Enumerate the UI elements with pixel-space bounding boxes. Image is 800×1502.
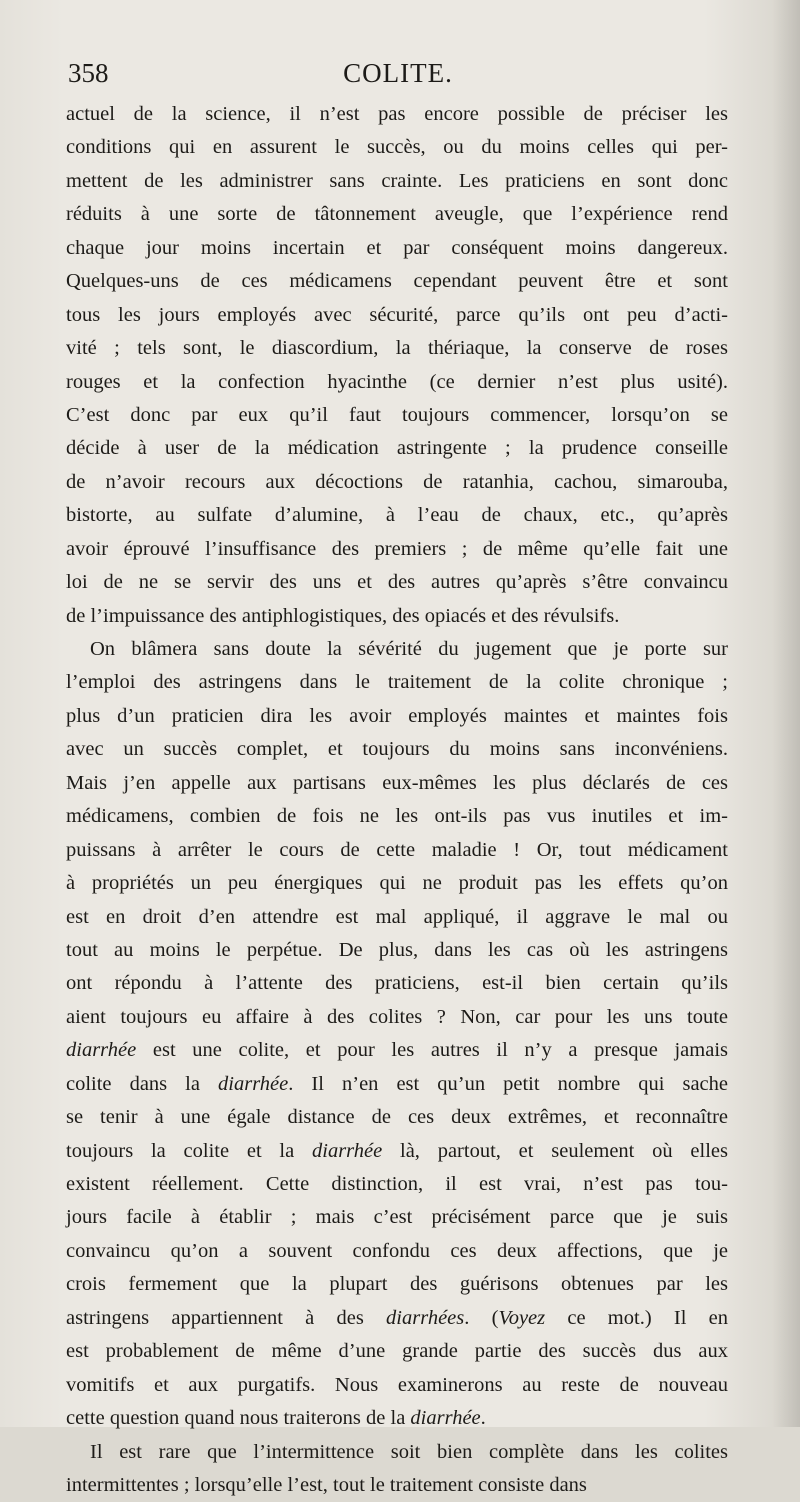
text-segment: de l’impuissance des antiphlogistiques, des opiacés et des révulsifs. — [66, 604, 620, 627]
text-segment: . Il n’en est qu’un petit nombre qui sache — [288, 1072, 729, 1095]
text-line — [66, 1335, 728, 1368]
text-segment: astringens appartiennent à des — [66, 1306, 387, 1329]
text-line — [66, 1436, 728, 1469]
text-line — [66, 432, 728, 465]
text-segment: là, partout, et seulement où elles — [382, 1139, 728, 1162]
text-segment: est probablement de même d’une grande partie des succès dus aux — [66, 1340, 728, 1363]
text-line — [66, 600, 728, 633]
text-segment: est une colite, et pour les autres il n’y a presque jamais — [136, 1039, 728, 1062]
italic-word: diarrhée — [410, 1407, 481, 1430]
text-segment: médicamens, combien de fois ne les ont-ils pas vus inutiles et im- — [66, 805, 728, 828]
text-line — [66, 265, 728, 298]
text-segment: décide à user de la médication astringente ; la prudence conseille — [66, 437, 728, 460]
text-segment: chaque jour moins incertain et par conséquent moins dangereux. — [66, 236, 728, 259]
text-segment: convaincu qu’on a souvent confondu ces deux affections, que je — [66, 1239, 728, 1262]
text-segment: ont répondu à l’attente des praticiens, est-il bien certain qu’ils — [66, 972, 728, 995]
text-line — [66, 98, 728, 131]
text-line — [66, 666, 728, 699]
text-line — [66, 366, 728, 399]
text-line — [66, 198, 728, 231]
text-line — [66, 1168, 728, 1201]
text-segment: bistorte, au sulfate d’alumine, à l’eau de chaux, etc., qu’après — [66, 504, 728, 527]
text-segment: cette question quand nous traiterons de la — [66, 1407, 411, 1430]
text-segment: Mais j’en appelle aux partisans eux-mêmes les plus déclarés de ces — [66, 771, 728, 794]
text-segment: vité ; tels sont, le diascordium, la thériaque, la conserve de roses — [66, 337, 728, 360]
italic-word: diarrhée — [312, 1139, 383, 1162]
text-line — [66, 332, 728, 365]
text-segment: toujours la colite et la — [66, 1139, 312, 1162]
text-line — [66, 700, 728, 733]
page-number: 358 — [68, 58, 109, 88]
text-line — [66, 1235, 728, 1268]
italic-word: diarrhée — [66, 1039, 137, 1062]
text-line — [66, 733, 728, 766]
text-line — [66, 834, 728, 867]
text-line — [66, 499, 728, 532]
text-line — [66, 1001, 728, 1034]
page-header — [68, 58, 728, 98]
text-line — [66, 1302, 728, 1335]
text-line — [66, 934, 728, 967]
italic-word: Voyez — [498, 1306, 546, 1329]
body-text — [66, 98, 728, 1502]
text-line — [66, 1068, 728, 1101]
text-line — [66, 867, 728, 900]
text-line — [66, 1369, 728, 1402]
text-segment: puissans à arrêter le cours de cette maladie ! Or, tout médicament — [66, 838, 728, 861]
text-line — [66, 1402, 728, 1435]
page-edge-shadow — [772, 0, 800, 1427]
text-segment: loi de ne se servir des uns et des autres qu’après s’être convaincu — [66, 571, 728, 594]
italic-word: diarrhées — [386, 1306, 465, 1329]
text-line — [66, 1201, 728, 1234]
text-segment: vomitifs et aux purgatifs. Nous examinerons au reste de nouveau — [66, 1373, 728, 1396]
text-segment: jours facile à établir ; mais c’est précisément parce que je suis — [66, 1206, 728, 1229]
text-line — [66, 1469, 728, 1502]
text-segment: de n’avoir recours aux décoctions de ratanhia, cachou, simarouba, — [66, 470, 728, 493]
running-head: COLITE. — [343, 58, 453, 88]
text-segment: l’emploi des astringens dans le traitement de la colite chronique ; — [66, 671, 728, 694]
text-segment: avec un succès complet, et toujours du moins sans inconvéniens. — [66, 738, 728, 761]
text-line — [66, 299, 728, 332]
text-segment: actuel de la science, il n’est pas encore possible de préciser les — [66, 103, 728, 125]
text-line — [66, 1135, 728, 1168]
text-segment: existent réellement. Cette distinction, il est vrai, n’est pas tou- — [66, 1173, 728, 1195]
text-line — [66, 633, 728, 666]
text-line — [66, 399, 728, 432]
text-segment: est en droit d’en attendre est mal appliqué, il aggrave le mal ou — [66, 905, 728, 928]
text-segment: . — [480, 1407, 486, 1430]
text-segment: rouges et la confection hyacinthe (ce dernier n’est plus usité). — [66, 370, 728, 393]
text-segment: avoir éprouvé l’insuffisance des premiers ; de même qu’elle fait une — [66, 537, 728, 560]
text-segment: mettent de les administrer sans crainte. Les praticiens en sont donc — [66, 169, 728, 192]
text-segment: crois fermement que la plupart des guérisons obtenues par les — [66, 1273, 728, 1296]
text-line — [66, 466, 728, 499]
text-segment: tout au moins le perpétue. De plus, dans les cas où les astringens — [66, 938, 728, 961]
text-segment: tous les jours employés avec sécurité, parce qu’ils ont peu d’acti- — [66, 303, 728, 326]
text-segment: Quelques-uns de ces médicamens cependant peuvent être et sont — [66, 270, 728, 293]
text-line — [66, 967, 728, 1000]
text-line — [66, 566, 728, 599]
text-line — [66, 800, 728, 833]
text-segment: aient toujours eu affaire à des colites ? Non, car pour les uns toute — [66, 1005, 728, 1028]
text-segment: se tenir à une égale distance de ces deux extrêmes, et reconnaître — [66, 1106, 728, 1129]
text-segment: à propriétés un peu énergiques qui ne produit pas les effets qu’on — [66, 872, 728, 895]
text-segment: Il est rare que l’intermittence soit bien complète dans les colites — [90, 1440, 728, 1463]
text-line — [66, 1268, 728, 1301]
text-line — [66, 1101, 728, 1134]
text-line — [66, 1034, 728, 1067]
text-line — [66, 901, 728, 934]
text-segment: conditions qui en assurent le succès, ou du moins celles qui per- — [66, 136, 728, 159]
text-segment: colite dans la — [66, 1072, 219, 1095]
text-segment: plus d’un praticien dira les avoir employés maintes et maintes fois — [66, 704, 728, 727]
text-segment: ce mot.) Il en — [545, 1306, 728, 1329]
text-line — [66, 131, 728, 164]
text-line — [66, 232, 728, 265]
text-line — [66, 165, 728, 198]
text-line — [66, 533, 728, 566]
text-segment: . ( — [464, 1306, 499, 1329]
text-line — [66, 767, 728, 800]
text-segment: On blâmera sans doute la sévérité du jugement que je porte sur — [90, 638, 728, 660]
italic-word: diarrhée — [218, 1072, 289, 1095]
text-segment: réduits à une sorte de tâtonnement aveugle, que l’expérience rend — [66, 203, 728, 226]
text-segment: intermittentes ; lorsqu’elle l’est, tout le traitement consiste dans — [66, 1473, 587, 1496]
text-segment: C’est donc par eux qu’il faut toujours commencer, lorsqu’on se — [66, 403, 728, 426]
